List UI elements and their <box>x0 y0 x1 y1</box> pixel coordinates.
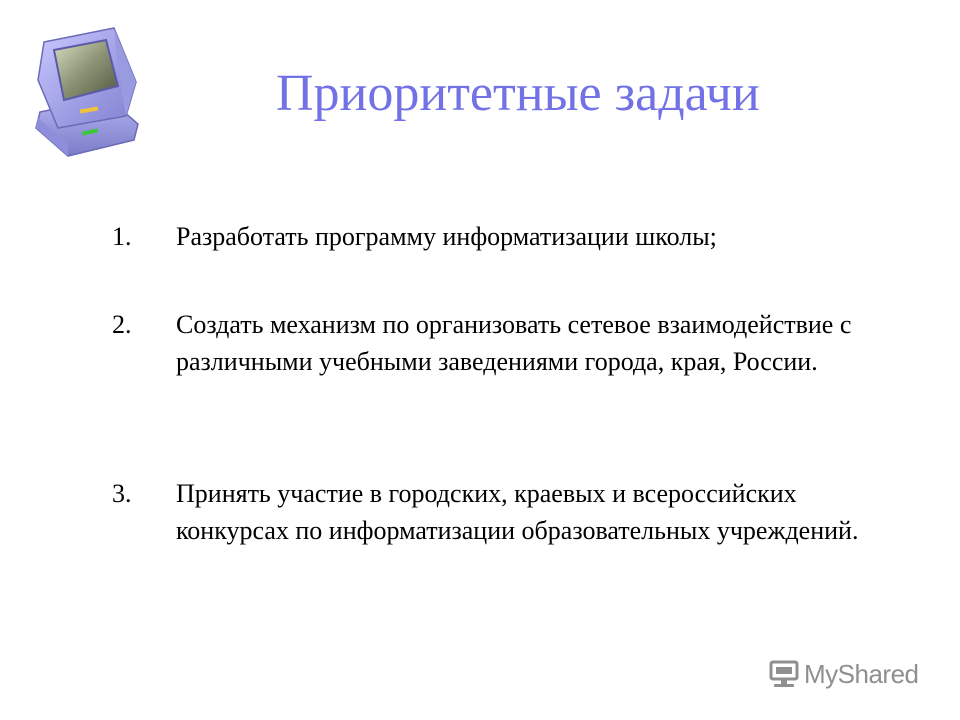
list-item-text: Создать механизм по организовать сетевое взаимодействие с различными учебными заведениями города, края, России. <box>176 310 852 376</box>
list-item-text: Разработать программу информатизации школы; <box>176 222 717 251</box>
list-item <box>112 475 912 549</box>
watermark-text: MyShared <box>804 658 919 689</box>
watermark <box>768 657 919 691</box>
computer-monitor-icon <box>22 20 152 160</box>
list-item <box>112 218 912 255</box>
list-item-number: 2. <box>112 310 132 339</box>
list-item-number: 3. <box>112 479 132 508</box>
list-item-text: Принять участие в городских, краевых и всероссийских конкурсах по информатизации образовательных учреждений. <box>176 479 859 545</box>
myshared-logo-icon <box>768 658 800 690</box>
list-item-number: 1. <box>112 222 132 251</box>
list-item <box>112 306 912 380</box>
page-title: Приоритетные задачи <box>276 65 760 122</box>
